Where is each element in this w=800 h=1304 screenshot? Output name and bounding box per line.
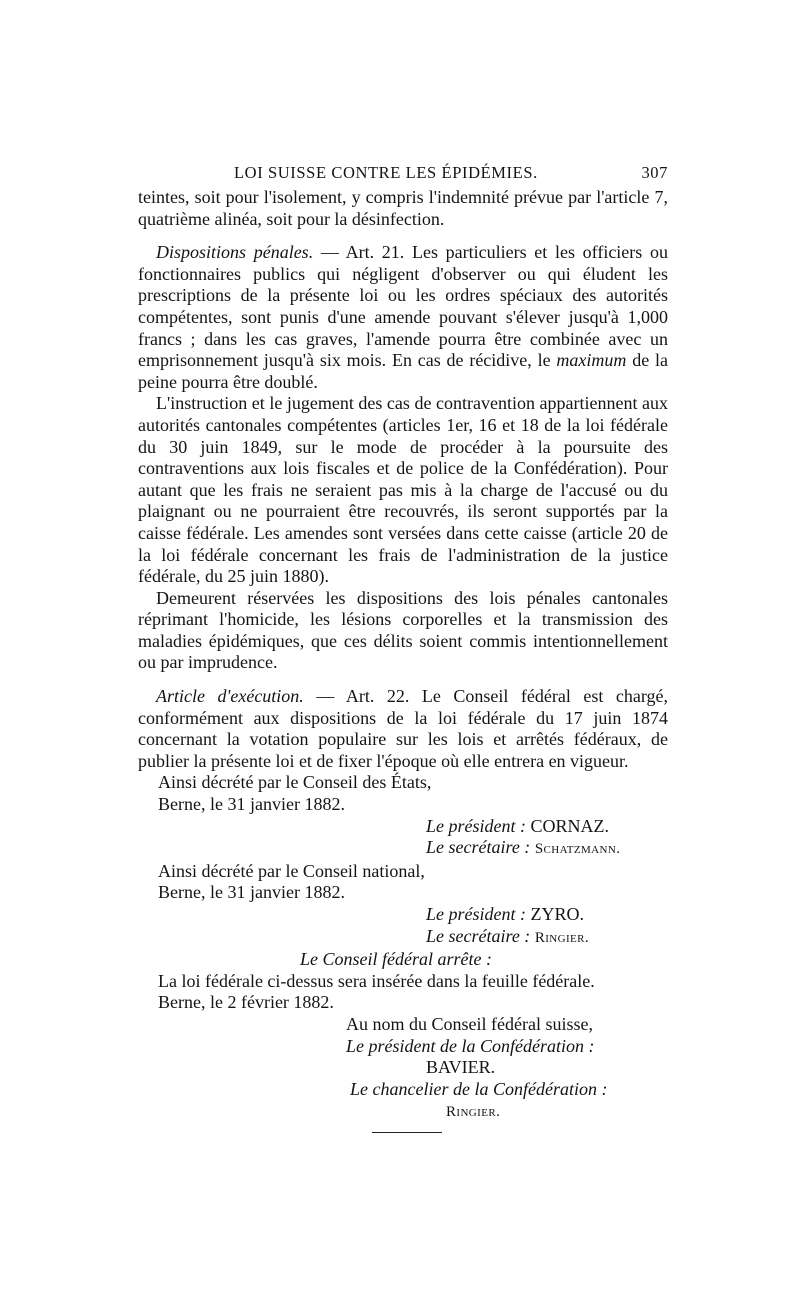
decree-etats: Ainsi décrété par le Conseil des États, — [158, 772, 432, 793]
closing-rule — [372, 1132, 442, 1133]
document-page — [138, 163, 668, 1124]
paragraph-reservations: Demeurent réservées les dispositions des lois pénales cantonales réprimant l'homicide, les lésions corporelles et la transmission des maladies épidémiques, que ces délits soient commis intentionnellement ou par imprudence. — [138, 587, 668, 673]
section-heading-penal: Dispositions pénales. — [156, 242, 314, 263]
federal-insertion-text: La loi fédérale ci-dessus sera insérée dans la feuille fédérale. — [158, 970, 595, 991]
date-etats: Berne, le 31 janvier 1882. — [158, 794, 345, 815]
federal-council-heading: Le Conseil fédéral arrête : — [300, 949, 492, 970]
page-number: 307 — [641, 163, 668, 182]
federal-president-name: BAVIER. — [426, 1057, 496, 1078]
federal-on-behalf: Au nom du Conseil fédéral suisse, — [346, 1013, 593, 1034]
federal-president-title: Le président de la Confédération : — [346, 1035, 595, 1056]
decree-national: Ainsi décrété par le Conseil national, — [158, 860, 425, 881]
signature-national-secretary: Le secrétaire : Ringier. — [426, 925, 590, 946]
paragraph-penal-provisions: Dispositions pénales. — Art. 21. Les particuliers et les officiers ou fonctionnaires publics qui négligent d'observer ou qui éludent les prescriptions de la présente loi ou les ordres spéciaux des autorités compétentes, sont punis d'une amende pouvant s'élever jusqu'à 1,000 francs ; dans les cas graves, l'amende pourra être combinée avec un emprisonnement jusqu'à six mois. En cas de récidive, le maximum de la peine pourra être doublé. — [138, 242, 668, 392]
paragraph-continuation: teintes, soit pour l'isolement, y compris l'indemnité prévue par l'article 7, quatrième alinéa, soit pour la désinfection. — [138, 187, 668, 229]
paragraph-execution: Article d'exécution. — Art. 22. Le Conseil fédéral est chargé, conformément aux dispositions de la loi fédérale du 17 juin 1874 concernant la votation populaire sur les lois et arrêtés fédéraux, de publier la présente loi et de fixer l'époque où elle entrera en vigueur. — [138, 686, 668, 771]
signature-etats-president: Le président : CORNAZ. — [426, 815, 609, 836]
signature-etats-secretary: Le secrétaire : Schatzmann. — [426, 837, 621, 858]
federal-chancellor-title: Le chancelier de la Confédération : — [350, 1078, 608, 1099]
federal-chancellor-name: Ringier. — [446, 1104, 501, 1121]
section-heading-execution: Article d'exécution. — [156, 686, 304, 707]
date-national: Berne, le 31 janvier 1882. — [158, 882, 345, 903]
paragraph-jurisdiction: L'instruction et le jugement des cas de contravention appartiennent aux autorités cantonales compétentes (articles 1er, 16 et 18 de la loi fédérale du 30 juin 1849, sur le mode de procéder à la poursuite des contraventions aux lois fiscales et de police de la Confédération). Pour autant que les frais ne seraient pas mis à la charge de l'accusé ou du plaignant ou ne pourraient être recouvrés, ils seront supportés par la caisse fédérale. Les amendes sont versées dans cette caisse (article 20 de la loi fédérale concernant les frais de l'administration de la justice fédérale, du 25 juin 1880). — [138, 393, 668, 587]
signature-national-president: Le président : ZYRO. — [426, 904, 584, 924]
running-title: LOI SUISSE CONTRE LES ÉPIDÉMIES. — [234, 163, 538, 182]
page-header — [138, 163, 668, 183]
date-federal: Berne, le 2 février 1882. — [158, 992, 334, 1013]
